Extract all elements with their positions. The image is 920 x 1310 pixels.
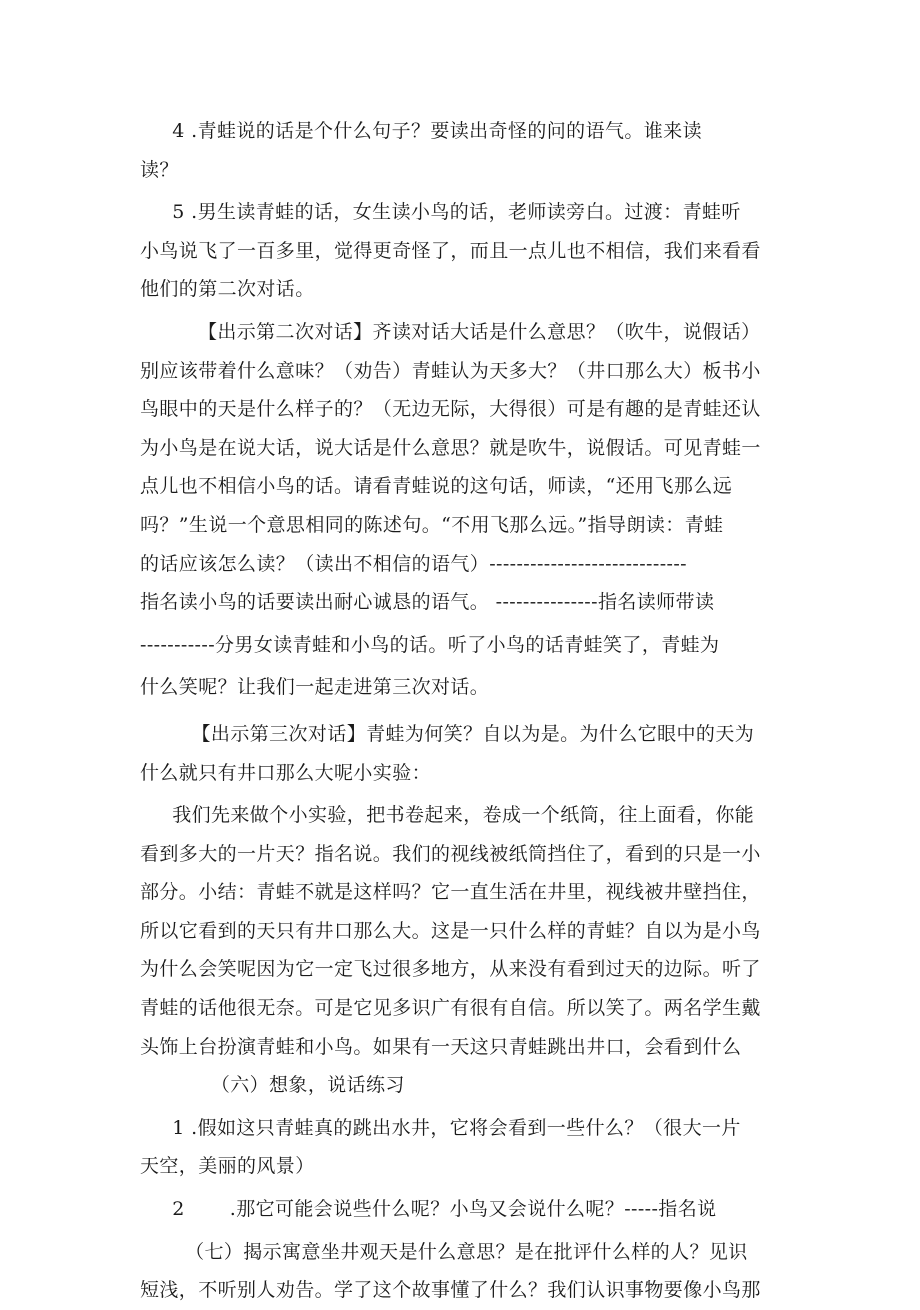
- text-line: 为什么会笑呢因为它一定飞过很多地方，从来没有看到过天的边际。听了: [140, 958, 761, 981]
- text-line: 短浅，不听别人劝告。学了这个故事懂了什么？我们认识事物要像小鸟那: [140, 1279, 761, 1302]
- text-line: 小鸟说飞了一百多里，觉得更奇怪了，而且一点儿也不相信，我们来看看: [140, 239, 761, 262]
- text-line: 他们的第二次对话。: [140, 278, 315, 301]
- text-line: 什么就只有井口那么大呢小实验：: [140, 761, 432, 784]
- text-line: 别应该带着什么意味？（劝告）青蛙认为天多大？（井口那么大）板书小: [140, 359, 761, 382]
- text-line: -----------分男女读青蛙和小鸟的话。听了小鸟的话青蛙笑了，青蛙为: [140, 633, 720, 656]
- section-heading: （六）想象，说话练习: [140, 1074, 405, 1097]
- text-line: 【出示第二次对话】齐读对话大话是什么意思？（吹牛，说假话）: [140, 320, 761, 343]
- text-line: 鸟眼中的天是什么样子的？（无边无际，大得很）可是有趣的是青蛙还认: [140, 398, 761, 421]
- section-heading: （七）揭示寓意坐井观天是什么意思？是在批评什么样的人？见识: [140, 1240, 748, 1263]
- lesson-plan-text: [140, 112, 785, 1310]
- text-line: 2 .那它可能会说些什么呢？小鸟又会说什么呢？-----指名说: [140, 1198, 717, 1221]
- text-line: 什么笑呢？让我们一起走进第三次对话。: [140, 676, 490, 699]
- text-line: 为小鸟是在说大话，说大话是什么意思？就是吹牛，说假话。可见青蛙一: [140, 436, 761, 459]
- text-line: 吗？”生说一个意思相同的陈述句。“不用飞那么远。”指导朗读：青蛙: [140, 513, 724, 536]
- text-line: 的话应该怎么读？（读出不相信的语气）-----------------------------: [140, 552, 687, 575]
- text-line: 指名读小鸟的话要读出耐心诚恳的语气。 ---------------指名读师带读: [140, 591, 715, 614]
- text-line: 看到多大的一片天？指名说。我们的视线被纸筒挡住了，看到的只是一小: [140, 842, 761, 865]
- text-line: 【出示第三次对话】青蛙为何笑？自以为是。为什么它眼中的天为: [140, 722, 755, 745]
- text-line: 4 .青蛙说的话是个什么句子？要读出奇怪的问的语气。谁来读: [140, 120, 702, 142]
- text-line: 5 .男生读青蛙的话，女生读小鸟的话，老师读旁白。过渡：青蛙听: [140, 201, 741, 224]
- text-line: 头饰上台扮演青蛙和小鸟。如果有一天这只青蛙跳出井口，会看到什么: [140, 1035, 742, 1058]
- text-line: 部分。小结：青蛙不就是这样吗？它一直生活在井里，视线被井壁挡住，: [140, 881, 761, 904]
- text-line: 点儿也不相信小鸟的话。请看青蛙说的这句话，师读，“还用飞那么远: [140, 475, 733, 498]
- text-line: 所以它看到的天只有井口那么大。这是一只什么样的青蛙？自以为是小鸟: [140, 919, 761, 942]
- text-line: 青蛙的话他很无奈。可是它见多识广有很有自信。所以笑了。两名学生戴: [140, 997, 761, 1020]
- text-line: 天空，美丽的风景）: [140, 1155, 315, 1178]
- text-line: 1 .假如这只青蛙真的跳出水井，它将会看到一些什么？（很大一片: [140, 1116, 741, 1139]
- text-line: 读？: [140, 158, 179, 181]
- text-line: 我们先来做个小实验，把书卷起来，卷成一个纸筒，往上面看，你能: [140, 804, 755, 827]
